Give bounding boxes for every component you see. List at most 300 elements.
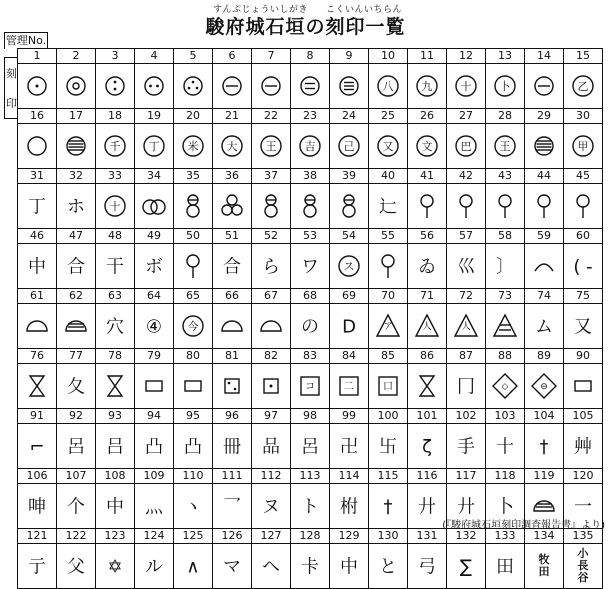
mark-cell-36	[213, 184, 252, 229]
mark-cell-113	[291, 484, 330, 529]
mark-75-icon	[568, 311, 598, 341]
mark-39-icon	[334, 191, 364, 221]
mark-114-icon	[334, 491, 364, 521]
mark-number-3: 3	[96, 49, 135, 64]
mark-46-glyph: 中	[28, 256, 46, 278]
mark-100-glyph: 卐	[379, 436, 397, 458]
mark-cell-122	[57, 544, 96, 589]
marks-table	[17, 48, 603, 589]
mark-25-glyph: 又	[382, 139, 394, 153]
mark-125-icon	[178, 551, 208, 581]
mark-121-glyph: 亍	[28, 556, 46, 578]
mark-cell-132	[447, 544, 486, 589]
mark-row	[18, 304, 603, 349]
mark-cell-78	[96, 364, 135, 409]
mark-95-glyph: 凸	[184, 436, 202, 458]
mark-27-icon	[451, 131, 481, 161]
mark-cell-29	[525, 124, 564, 169]
mark-131-glyph: 弓	[418, 556, 436, 578]
mark-47-glyph: 合	[67, 256, 85, 278]
mark-93-icon	[100, 431, 130, 461]
mark-7-icon	[256, 71, 286, 101]
mark-28-glyph: 王	[499, 139, 511, 153]
mark-96-glyph: 冊	[223, 436, 241, 458]
mark-number-119: 119	[525, 469, 564, 484]
mark-115-glyph: †	[383, 496, 393, 518]
mark-32-icon	[61, 191, 91, 221]
mark-cell-14	[525, 64, 564, 109]
mark-86-icon	[412, 371, 442, 401]
mark-number-30: 30	[564, 109, 603, 124]
mark-cell-115	[369, 484, 408, 529]
mark-cell-17	[57, 124, 96, 169]
mark-cell-131	[408, 544, 447, 589]
mark-cell-76	[18, 364, 57, 409]
mark-cell-75	[564, 304, 603, 349]
mark-90-icon	[568, 371, 598, 401]
mark-9-icon	[334, 71, 364, 101]
mark-cell-97	[252, 424, 291, 469]
mark-23-icon	[295, 131, 325, 161]
mark-cell-56	[408, 244, 447, 289]
mark-number-120: 120	[564, 469, 603, 484]
mark-132-glyph: ∑	[459, 556, 473, 578]
mark-124-icon	[139, 551, 169, 581]
mark-number-97: 97	[252, 409, 291, 424]
mark-108-glyph: 中	[106, 496, 124, 518]
mark-cell-55	[369, 244, 408, 289]
mark-135-text: 小 長 谷	[577, 547, 589, 584]
mark-92-icon	[61, 431, 91, 461]
mark-cell-18	[96, 124, 135, 169]
mark-98-icon	[295, 431, 325, 461]
mark-cell-86	[408, 364, 447, 409]
mark-87-icon	[451, 371, 481, 401]
mark-cell-124	[135, 544, 174, 589]
mark-105-icon	[568, 431, 598, 461]
mark-number-69: 69	[330, 289, 369, 304]
mark-cell-46	[18, 244, 57, 289]
mark-cell-54	[330, 244, 369, 289]
mark-89-icon	[529, 371, 559, 401]
mark-97-icon	[256, 431, 286, 461]
mark-109-glyph: ⺣	[145, 496, 163, 518]
mark-36-icon	[217, 191, 247, 221]
mark-cell-103	[486, 424, 525, 469]
mark-133-icon	[490, 551, 520, 581]
mark-number-81: 81	[213, 349, 252, 364]
mark-129-icon	[334, 551, 364, 581]
mark-85-icon	[373, 371, 403, 401]
mark-cell-101	[408, 424, 447, 469]
mark-number-40: 40	[369, 169, 408, 184]
mark-cell-37	[252, 184, 291, 229]
mark-number-26: 26	[408, 109, 447, 124]
mark-number-17: 17	[57, 109, 96, 124]
mark-number-4: 4	[135, 49, 174, 64]
mark-123-icon	[100, 551, 130, 581]
mark-107-glyph: 个	[67, 496, 85, 518]
mark-10-glyph: 八	[382, 79, 394, 93]
mark-cell-26	[408, 124, 447, 169]
mark-cell-38	[291, 184, 330, 229]
mark-66-icon	[217, 311, 247, 341]
mark-number-103: 103	[486, 409, 525, 424]
mark-number-5: 5	[174, 49, 213, 64]
mark-cell-45	[564, 184, 603, 229]
mark-number-22: 22	[252, 109, 291, 124]
mark-10-icon	[373, 71, 403, 101]
mark-30-glyph: 甲	[577, 139, 589, 153]
mark-87-glyph: 冂	[457, 376, 475, 398]
mark-number-55: 55	[369, 229, 408, 244]
mark-number-114: 114	[330, 469, 369, 484]
mark-130-icon	[373, 551, 403, 581]
mark-12-glyph: 十	[460, 79, 472, 93]
mark-73-icon	[490, 311, 520, 341]
mark-cell-1	[18, 64, 57, 109]
mark-number-70: 70	[369, 289, 408, 304]
mark-number-27: 27	[447, 109, 486, 124]
mark-cell-10	[369, 64, 408, 109]
mark-number-78: 78	[96, 349, 135, 364]
mark-number-37: 37	[252, 169, 291, 184]
mark-cell-81	[213, 364, 252, 409]
mark-29-icon	[529, 131, 559, 161]
mark-84-icon	[334, 371, 364, 401]
mark-cell-112	[252, 484, 291, 529]
mark-number-124: 124	[135, 529, 174, 544]
mark-number-85: 85	[369, 349, 408, 364]
mark-number-132: 132	[447, 529, 486, 544]
mark-row	[18, 184, 603, 229]
mark-cell-128	[291, 544, 330, 589]
mark-number-48: 48	[96, 229, 135, 244]
mark-40-glyph: 辷	[379, 196, 397, 218]
mark-100-icon	[373, 431, 403, 461]
mark-number-74: 74	[525, 289, 564, 304]
mark-cell-27	[447, 124, 486, 169]
mark-51-icon	[217, 251, 247, 281]
mark-cell-33	[96, 184, 135, 229]
mark-cell-44	[525, 184, 564, 229]
mark-133-glyph: 田	[496, 556, 514, 578]
mark-number-13: 13	[486, 49, 525, 64]
mark-number-129: 129	[330, 529, 369, 544]
mark-cell-19	[135, 124, 174, 169]
mark-94-icon	[139, 431, 169, 461]
mark-11-glyph: 九	[421, 79, 433, 93]
mark-2-icon	[61, 71, 91, 101]
mark-row	[18, 244, 603, 289]
mark-cell-125	[174, 544, 213, 589]
mark-27-glyph: 巴	[460, 139, 472, 153]
mark-cell-102	[447, 424, 486, 469]
mark-cell-24	[330, 124, 369, 169]
mark-105-glyph: 艸	[574, 436, 592, 458]
mark-cell-127	[252, 544, 291, 589]
mark-16-icon	[22, 131, 52, 161]
mark-115-icon	[373, 491, 403, 521]
mark-102-icon	[451, 431, 481, 461]
mark-95-icon	[178, 431, 208, 461]
mark-64-icon	[139, 311, 169, 341]
mark-cell-89	[525, 364, 564, 409]
mark-number-102: 102	[447, 409, 486, 424]
mark-number-8: 8	[291, 49, 330, 64]
mark-number-19: 19	[135, 109, 174, 124]
mark-number-16: 16	[18, 109, 57, 124]
mark-46-icon	[22, 251, 52, 281]
mark-118-glyph: 卜	[496, 496, 514, 518]
mark-number-61: 61	[18, 289, 57, 304]
mark-45-icon	[568, 191, 598, 221]
mark-number-2: 2	[57, 49, 96, 64]
mark-number-33: 33	[96, 169, 135, 184]
mark-13-glyph: 卜	[499, 79, 511, 93]
mark-cell-66	[213, 304, 252, 349]
mark-54-glyph: ス	[343, 259, 355, 273]
mark-54-icon	[334, 251, 364, 281]
mark-134-text: 牧 田	[538, 553, 550, 578]
mark-number-20: 20	[174, 109, 213, 124]
mark-number-82: 82	[252, 349, 291, 364]
mark-79-icon	[139, 371, 169, 401]
mark-cell-106	[18, 484, 57, 529]
mark-number-67: 67	[252, 289, 291, 304]
mark-51-glyph: 合	[223, 256, 241, 278]
mark-98-glyph: 呂	[301, 436, 319, 458]
mark-number-53: 53	[291, 229, 330, 244]
mark-cell-114	[330, 484, 369, 529]
mark-97-glyph: 品	[262, 436, 280, 458]
mark-number-65: 65	[174, 289, 213, 304]
mark-row-label	[4, 57, 18, 119]
mark-cell-41	[408, 184, 447, 229]
mark-cell-12	[447, 64, 486, 109]
mark-number-51: 51	[213, 229, 252, 244]
mark-number-1: 1	[18, 49, 57, 64]
mark-number-127: 127	[252, 529, 291, 544]
mark-104-glyph: †	[539, 436, 549, 458]
mark-71-icon	[412, 311, 442, 341]
mark-cell-32	[57, 184, 96, 229]
mark-125-glyph: ∧	[186, 556, 200, 578]
mark-67-icon	[256, 311, 286, 341]
mark-33-glyph: 十	[109, 199, 121, 213]
mark-number-115: 115	[369, 469, 408, 484]
mark-cell-6	[213, 64, 252, 109]
mark-20-glyph: 米	[187, 139, 199, 153]
mark-49-glyph: ボ	[145, 256, 163, 278]
mark-cell-52	[252, 244, 291, 289]
mark-cell-110	[174, 484, 213, 529]
mark-38-icon	[295, 191, 325, 221]
mark-cell-91	[18, 424, 57, 469]
mark-cell-25	[369, 124, 408, 169]
mark-122-icon	[61, 551, 91, 581]
mark-114-glyph: 柎	[340, 496, 358, 518]
mark-number-14: 14	[525, 49, 564, 64]
mark-22-glyph: 王	[265, 139, 277, 153]
mark-129-glyph: 中	[340, 556, 358, 578]
mark-number-75: 75	[564, 289, 603, 304]
mark-132-icon	[451, 551, 481, 581]
mark-number-84: 84	[330, 349, 369, 364]
mark-57-icon	[451, 251, 481, 281]
mark-number-31: 31	[18, 169, 57, 184]
mark-number-95: 95	[174, 409, 213, 424]
mark-cell-126	[213, 544, 252, 589]
mark-cell-4	[135, 64, 174, 109]
mark-1-icon	[22, 71, 52, 101]
mark-cell-90	[564, 364, 603, 409]
mark-row-label-top: 刻	[6, 67, 17, 80]
mark-113-glyph: ト	[301, 496, 319, 518]
mark-number-108: 108	[96, 469, 135, 484]
mark-cell-60	[564, 244, 603, 289]
mark-111-glyph: 乛	[223, 496, 241, 518]
mark-number-39: 39	[330, 169, 369, 184]
mark-112-icon	[256, 491, 286, 521]
mark-number-41: 41	[408, 169, 447, 184]
mark-cell-82	[252, 364, 291, 409]
mark-72-icon	[451, 311, 481, 341]
mark-92-glyph: 呂	[67, 436, 85, 458]
mark-cell-9	[330, 64, 369, 109]
number-row	[18, 169, 603, 184]
mark-cell-50	[174, 244, 213, 289]
mark-number-42: 42	[447, 169, 486, 184]
mark-31-glyph: 丁	[28, 196, 46, 218]
mark-101-glyph: ζ	[422, 436, 432, 458]
mark-52-icon	[256, 251, 286, 281]
mark-cell-71	[408, 304, 447, 349]
mark-116-icon	[412, 491, 442, 521]
mark-number-130: 130	[369, 529, 408, 544]
mark-number-122: 122	[57, 529, 96, 544]
mark-70-glyph: ア	[383, 322, 393, 333]
mark-number-12: 12	[447, 49, 486, 64]
mark-130-glyph: と	[379, 556, 397, 578]
title-ruby-2: こくいんいちらん	[326, 5, 403, 15]
mark-82-icon	[256, 371, 286, 401]
mark-68-icon	[295, 311, 325, 341]
mark-11-icon	[412, 71, 442, 101]
mark-number-100: 100	[369, 409, 408, 424]
mark-cell-121	[18, 544, 57, 589]
mark-cell-93	[96, 424, 135, 469]
mark-127-glyph: ヘ	[262, 556, 280, 578]
mark-42-icon	[451, 191, 481, 221]
mark-number-79: 79	[135, 349, 174, 364]
mark-row	[18, 124, 603, 169]
mark-number-62: 62	[57, 289, 96, 304]
mark-cell-59	[525, 244, 564, 289]
mark-59-icon	[529, 251, 559, 281]
mark-128-glyph: 卡	[301, 556, 319, 578]
mark-cell-8	[291, 64, 330, 109]
mark-cell-109	[135, 484, 174, 529]
mark-cell-135	[564, 544, 603, 589]
mark-48-icon	[100, 251, 130, 281]
mark-117-glyph: 廾	[457, 496, 475, 518]
mark-number-118: 118	[486, 469, 525, 484]
mark-cell-43	[486, 184, 525, 229]
mark-cell-64	[135, 304, 174, 349]
mark-cell-107	[57, 484, 96, 529]
mark-number-57: 57	[447, 229, 486, 244]
mark-22-icon	[256, 131, 286, 161]
mark-cell-5	[174, 64, 213, 109]
mark-103-icon	[490, 431, 520, 461]
number-row	[18, 109, 603, 124]
mark-124-glyph: ル	[145, 556, 163, 578]
mark-number-56: 56	[408, 229, 447, 244]
mark-44-icon	[529, 191, 559, 221]
mark-number-94: 94	[135, 409, 174, 424]
mark-64-glyph: ④	[145, 316, 163, 338]
mark-65-glyph: 今	[187, 319, 199, 333]
mark-88-icon	[490, 371, 520, 401]
mark-cell-20	[174, 124, 213, 169]
mark-cell-7	[252, 64, 291, 109]
mark-cell-69	[330, 304, 369, 349]
mark-63-glyph: 穴	[106, 316, 124, 338]
mark-cell-88	[486, 364, 525, 409]
mark-cell-83	[291, 364, 330, 409]
mark-number-135: 135	[564, 529, 603, 544]
mark-126-icon	[217, 551, 247, 581]
mark-24-icon	[334, 131, 364, 161]
mark-number-117: 117	[447, 469, 486, 484]
title-ruby-1: すんぷじょういしがき	[213, 5, 309, 15]
mark-cell-42	[447, 184, 486, 229]
mark-number-123: 123	[96, 529, 135, 544]
mark-cell-35	[174, 184, 213, 229]
mark-101-icon	[412, 431, 442, 461]
mark-112-glyph: ヌ	[262, 496, 280, 518]
mark-122-glyph: 父	[67, 556, 85, 578]
mark-number-58: 58	[486, 229, 525, 244]
mark-cell-47	[57, 244, 96, 289]
mark-3-icon	[100, 71, 130, 101]
mark-number-76: 76	[18, 349, 57, 364]
number-row	[18, 49, 603, 64]
mark-58-icon	[490, 251, 520, 281]
mark-number-71: 71	[408, 289, 447, 304]
mark-41-icon	[412, 191, 442, 221]
mark-number-32: 32	[57, 169, 96, 184]
mark-99-glyph: 卍	[340, 436, 358, 458]
mark-number-60: 60	[564, 229, 603, 244]
mark-cell-111	[213, 484, 252, 529]
mark-31-icon	[22, 191, 52, 221]
mark-number-116: 116	[408, 469, 447, 484]
mark-number-98: 98	[291, 409, 330, 424]
mark-number-107: 107	[57, 469, 96, 484]
mark-number-6: 6	[213, 49, 252, 64]
mark-number-80: 80	[174, 349, 213, 364]
mark-number-111: 111	[213, 469, 252, 484]
mark-120-glyph: 一	[574, 496, 592, 518]
mark-number-36: 36	[213, 169, 252, 184]
mark-number-77: 77	[57, 349, 96, 364]
mark-116-glyph: 廾	[418, 496, 436, 518]
mark-number-92: 92	[57, 409, 96, 424]
mark-52-glyph: ら	[262, 256, 280, 278]
mark-number-64: 64	[135, 289, 174, 304]
